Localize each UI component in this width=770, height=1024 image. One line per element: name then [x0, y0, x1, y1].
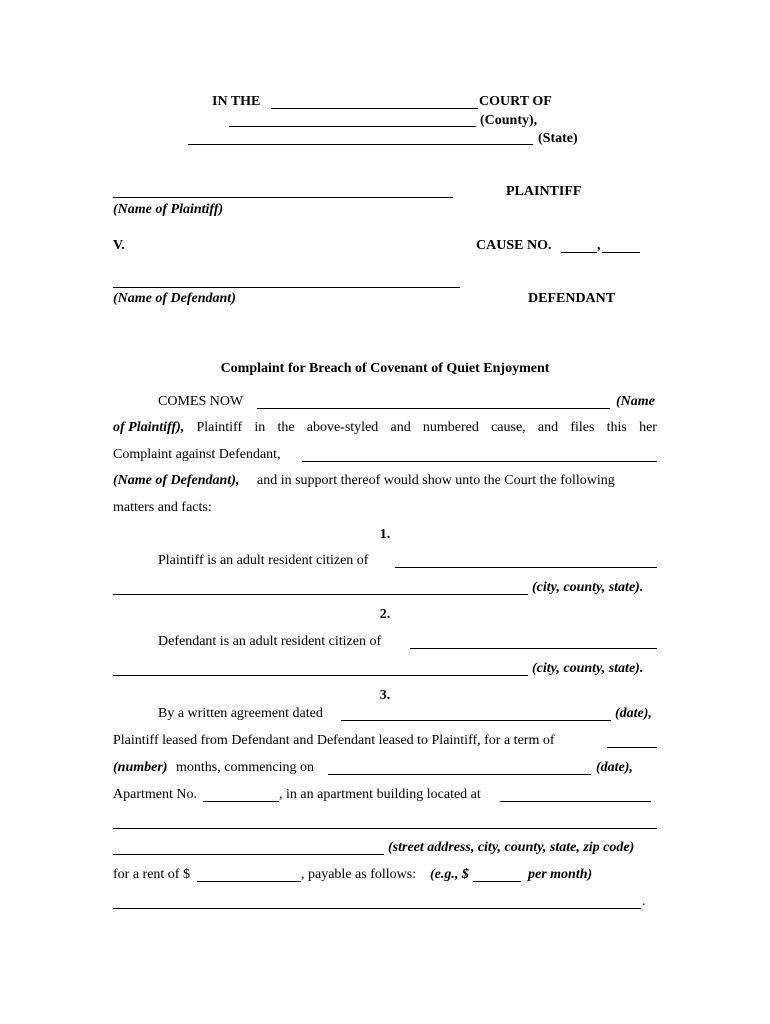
caption-court-of: COURT OF [479, 94, 552, 109]
section-3-apartment-text: Apartment No. [113, 787, 197, 802]
plaintiff-label: PLAINTIFF [506, 184, 582, 199]
intro-word: and [390, 420, 411, 435]
building-location-blank-3[interactable] [113, 854, 384, 855]
commencing-date-blank[interactable] [328, 774, 591, 775]
term-blank[interactable] [607, 747, 657, 748]
section-3-number: 3. [379, 688, 391, 703]
section-3-line3-suffix: (date), [596, 760, 633, 775]
defendant-name-inline-blank[interactable] [302, 461, 657, 462]
comes-now-text: COMES NOW [158, 394, 244, 409]
intro-justified-line [113, 420, 657, 436]
name-label-part1: (Name [616, 394, 655, 409]
intro-word: numbered [422, 420, 479, 435]
name-of-plaintiff-label: (Name of Plaintiff) [113, 202, 224, 217]
plaintiff-name-blank[interactable] [113, 197, 453, 198]
agreement-date-blank[interactable] [341, 720, 611, 721]
example-text: (e.g., $ [430, 867, 469, 882]
section-3-located-text: , in an apartment building located at [279, 787, 481, 802]
building-location-blank-2[interactable] [113, 828, 657, 829]
section-2-suffix: (city, county, state). [532, 661, 644, 676]
caption-county: (County), [480, 113, 538, 128]
section-1-number: 1. [379, 527, 391, 542]
support-text: and in support thereof would show unto the Court the following [257, 473, 615, 488]
intro-word: in [254, 420, 266, 435]
defendant-residence-blank-2[interactable] [113, 675, 528, 676]
matters-text: matters and facts: [113, 500, 212, 515]
payment-terms-blank[interactable] [113, 908, 641, 909]
intro-word: Plaintiff [196, 420, 243, 435]
cause-no-blank-1[interactable] [561, 252, 597, 253]
name-of-defendant-inline: (Name of Defendant), [113, 473, 240, 488]
section-2-number: 2. [379, 607, 391, 622]
section-3-line1-text: By a written agreement dated [158, 706, 323, 721]
complaint-against-text: Complaint against Defendant, [113, 447, 281, 462]
state-blank[interactable] [188, 144, 533, 145]
cause-no-comma: , [597, 238, 601, 253]
name-label-part2: of Plaintiff), [113, 420, 185, 435]
intro-word: above-styled [306, 420, 379, 435]
defendant-label: DEFENDANT [528, 291, 616, 306]
court-name-blank[interactable] [271, 108, 478, 109]
payment-terms-period: . [642, 894, 646, 909]
address-suffix: (street address, city, county, state, zip code) [388, 840, 635, 855]
section-3-line3-text: months, commencing on [176, 760, 315, 775]
intro-word: files [570, 420, 595, 435]
versus-label: V. [113, 238, 125, 253]
cause-no-blank-2[interactable] [602, 252, 640, 253]
intro-word: this [606, 420, 627, 435]
document-title: Complaint for Breach of Covenant of Quiet Enjoyment [220, 361, 550, 376]
defendant-residence-blank-1[interactable] [410, 648, 657, 649]
section-3-number-label: (number) [113, 760, 168, 775]
section-3-line1-suffix: (date), [615, 706, 652, 721]
section-3-line2-text: Plaintiff leased from Defendant and Defendant leased to Plaintiff, for a term of [113, 733, 555, 748]
defendant-name-blank[interactable] [113, 287, 460, 288]
rent-amount-blank[interactable] [197, 881, 301, 882]
name-of-defendant-label: (Name of Defendant) [113, 291, 236, 306]
section-1-suffix: (city, county, state). [532, 580, 644, 595]
per-month-text: per month) [528, 867, 593, 882]
section-1-text: Plaintiff is an adult resident citizen of [158, 553, 369, 568]
plaintiff-residence-blank-2[interactable] [113, 594, 528, 595]
county-blank[interactable] [229, 126, 476, 127]
intro-word: and [537, 420, 559, 435]
building-location-blank-1[interactable] [500, 801, 651, 802]
cause-no-label: CAUSE NO. [476, 238, 552, 253]
intro-word: cause, [491, 420, 526, 435]
example-amount-blank [473, 881, 521, 882]
caption-in-the: IN THE [212, 94, 261, 109]
section-2-text: Defendant is an adult resident citizen of [158, 634, 382, 649]
payable-text: , payable as follows: [301, 867, 417, 882]
caption-state: (State) [538, 131, 578, 146]
rent-text: for a rent of $ [113, 867, 190, 882]
plaintiff-name-inline-blank[interactable] [257, 408, 610, 409]
intro-word: her [639, 420, 657, 435]
intro-word: the [277, 420, 295, 435]
apartment-number-blank[interactable] [203, 801, 279, 802]
plaintiff-residence-blank-1[interactable] [395, 567, 657, 568]
